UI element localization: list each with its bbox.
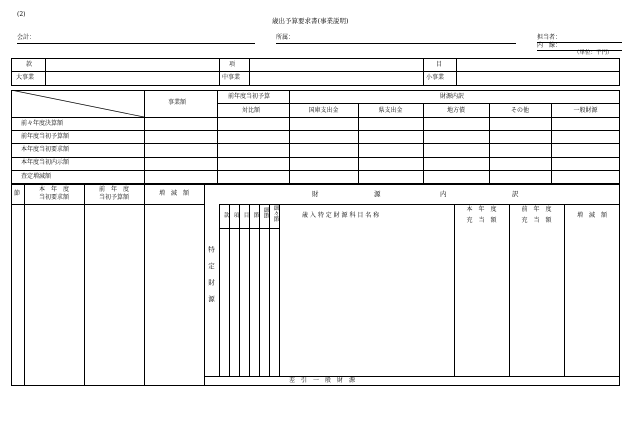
row-label: 本年度当初内示額	[21, 159, 70, 166]
zaigen-char: 源	[374, 190, 381, 198]
row-label: 査定増減額	[21, 173, 52, 180]
zaigen-char: 訳	[512, 190, 519, 198]
kamoku-mei-header: 歳 入 特 定 財 源 科 目 名 称	[302, 212, 380, 219]
diagonal-line	[11, 90, 145, 118]
honnendo-yokyu-header: 当初要求額	[38, 194, 69, 201]
kan-label: 款	[26, 61, 33, 68]
kou-label: 項	[229, 61, 236, 68]
zaigen-char: 財	[312, 190, 319, 198]
row-label: 前々年度決算額	[21, 120, 64, 127]
col-chihosai: 地方債	[446, 107, 465, 114]
small-col-kan: 款	[222, 212, 229, 218]
honnendo-yokyu-header: 本 年 度	[38, 186, 69, 193]
zennendo-yosan-header: 当初予算額	[98, 194, 129, 201]
zougen-header: 増 減 額	[158, 190, 189, 197]
zougen2-header: 増 減 額	[576, 212, 607, 219]
col-kokko: 国庫支出金	[308, 107, 339, 114]
naisen-label: 内 線：	[537, 42, 562, 49]
tantosha-label: 担当者：	[537, 34, 562, 41]
jigyo-gaku-header: 事業額	[168, 99, 187, 106]
small-col-kou: 項	[232, 212, 239, 218]
dai-jigyo-label: 大事業	[16, 74, 35, 81]
kaikei-label: 会計：	[17, 34, 36, 41]
zaigen-uchiwake-header: 財源内訳	[440, 93, 465, 100]
sashihiki-ippan-zaigen: 差 引 一 般 財 源	[289, 377, 356, 384]
setsu-header: 節	[14, 190, 21, 197]
honnendo-juto-header: 充 当 額	[466, 217, 497, 224]
row-label: 本年度当初要求額	[21, 146, 70, 153]
shozoku-underline	[276, 43, 516, 44]
unit-label: （単位：千円）	[574, 50, 613, 56]
small-col-moku: 目	[242, 212, 249, 218]
page-title: 歳出予算要求書(事業説明)	[272, 17, 349, 25]
zennendo-juto-header: 前 年 度	[521, 206, 552, 213]
small-col-saisaisetsu: 細々節	[272, 205, 279, 222]
zen-nendo-yosan-header: 前年度当初予算	[228, 93, 271, 100]
col-ken: 県支出金	[378, 107, 403, 114]
tokutei-zaigen-label: 特定財源	[207, 246, 215, 312]
zaigen-char: 内	[440, 190, 447, 198]
chu-jigyo-label: 中事業	[222, 74, 241, 81]
col-ippan: 一般財源	[573, 107, 598, 114]
honnendo-juto-header: 本 年 度	[466, 206, 497, 213]
zennendo-juto-header: 充 当 額	[521, 217, 552, 224]
top-table	[11, 58, 620, 86]
small-col-saisetsu: 細節	[262, 207, 269, 218]
taihi-gaku-header: 対比額	[242, 107, 261, 114]
moku-label: 目	[436, 61, 443, 68]
zennendo-yosan-header: 前 年 度	[98, 186, 129, 193]
page-number: (2)	[17, 11, 26, 18]
row-label: 前年度当初予算額	[21, 133, 70, 140]
shozoku-label: 所属：	[276, 34, 295, 41]
sho-jigyo-label: 小事業	[426, 74, 445, 81]
kaikei-underline	[17, 43, 255, 44]
col-sonota: その他	[510, 107, 529, 114]
small-col-setsu: 節	[252, 212, 259, 218]
